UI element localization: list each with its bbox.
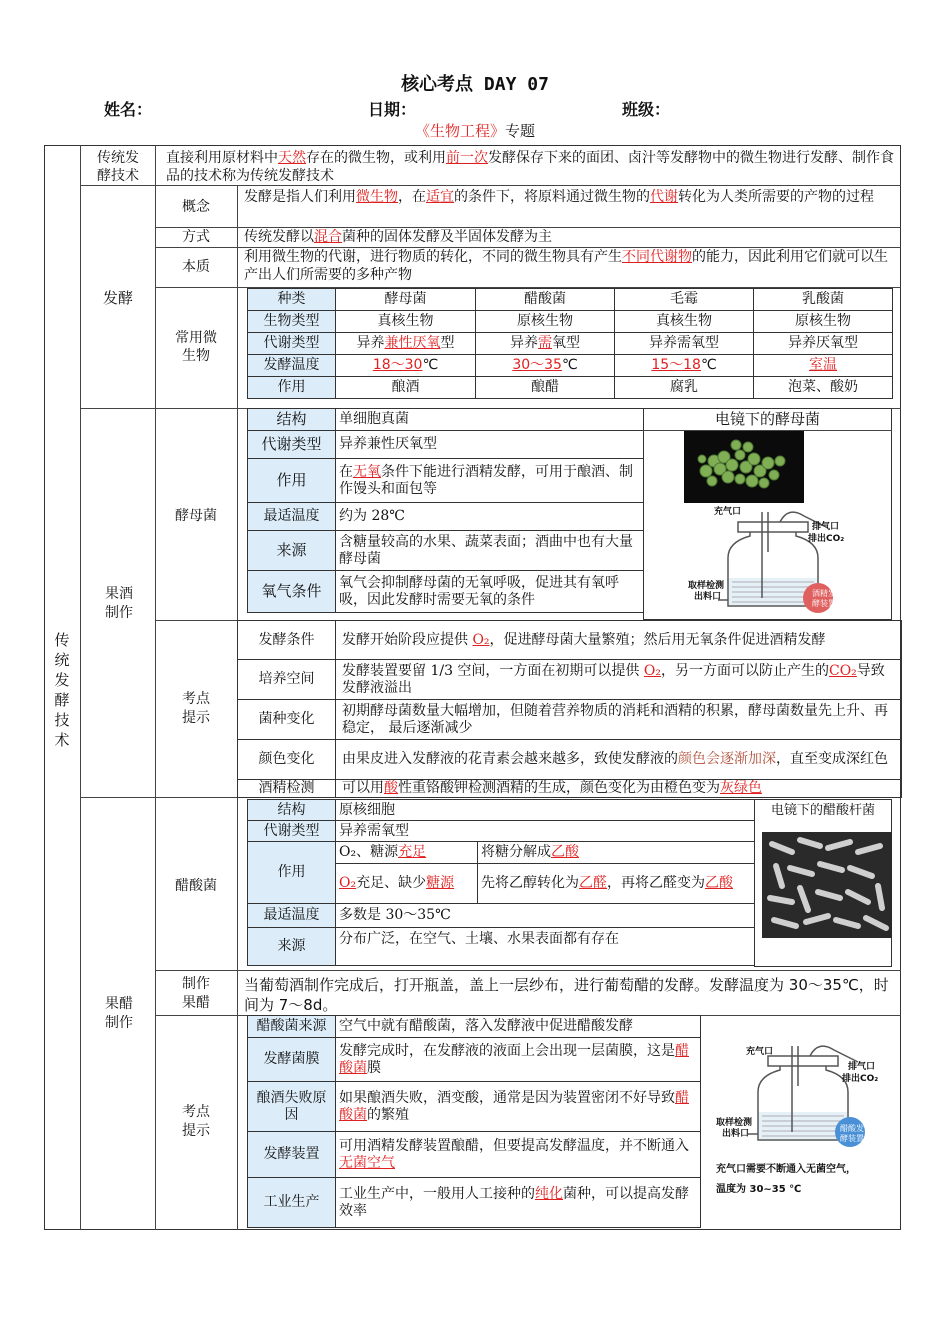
name-label: 姓名： xyxy=(104,100,153,119)
vinegar-tips-label: 考点 提示 xyxy=(182,1104,210,1139)
concept-label: 概念 xyxy=(182,199,210,215)
date-label: 日期： xyxy=(368,100,417,119)
method-text: 传统发酵以混合菌种的固体发酵及半固体发酵为主 xyxy=(244,229,552,245)
essence-label: 本质 xyxy=(182,259,210,275)
vinegar-make-label: 制作 果醋 xyxy=(182,976,210,1011)
vinegar-sample-label: 取样检测 出料口 xyxy=(716,1118,753,1139)
vinegar-inlet-label: 充气口 xyxy=(746,1047,774,1057)
yeast-outlet-label: 排气口 xyxy=(812,522,840,532)
vinegar-make-text: 当葡萄酒制作完成后，打开瓶盖，盖上一层纱布，进行葡萄醋的发酵。发酵温度为 30～35℃，时间为 7～8d。 xyxy=(244,976,889,1014)
vinegar-outlet-label: 排气口 xyxy=(848,1062,876,1072)
microbe-table: 种类 酵母菌 醋酸菌 毛霉 乳酸菌 生物类型 真核生物 原核生物 真核生物 原核生物 代谢类型 异养兼性厌氧型 异养需氧型 异养需氧型 异养厌氧型 发酵温度 18～30℃ 30～35℃ 15～18℃ 室温 作用 酿酒 酿醋 腐乳 泡菜、酸奶 xyxy=(247,288,893,399)
vinegar-label: 果醋 制作 xyxy=(105,996,133,1031)
acetic-label: 醋酸菌 xyxy=(175,878,217,894)
concept-text: 发酵是指人们利用微生物，在适宜的条件下，将原料通过微生物的代谢转化为人类所需要的产物的过程 xyxy=(244,189,874,205)
yeast-table: 结构 单细胞真菌 代谢类型 异养兼性厌氧型 作用 在无氧条件下能进行酒精发酵，可用于酿酒、制作馒头和面包等 最适温度 约为 28℃ 来源 含糖量较高的水果、蔬菜表面；酒曲中也有大量酵母菌 氧气条件 氧气会抑制酵母菌的无氧呼吸，促进其有氧呼吸，因此发酵时需要无氧的条件 xyxy=(247,408,644,613)
method-label: 方式 xyxy=(182,229,210,245)
acetic-micrograph-image xyxy=(762,832,892,938)
vinegar-badge-label: 醋酸发 酵装置 xyxy=(840,1124,864,1143)
intro-label: 传统发 酵技术 xyxy=(97,150,139,184)
main-section-label: 传 统 发 酵 技 术 xyxy=(54,631,70,749)
wine-tips-table: 发酵条件 发酵开始阶段应提供 O₂，促进酵母菌大量繁殖；然后用无氧条件促进酒精发酵 培养空间 发酵装置要留 1/3 空间，一方面在初期可以提供 O₂，另一方面可以防止产生的CO₂导致发酵液溢出 菌种变化 初期酵母菌数量大幅增加，但随着营养物质的消耗和酒精的积累，酵母菌数量先上升、再稳定， 最后逐渐减少 颜色变化 由果皮进入发酵液的花青素会越来越多，致使发酵液的颜色会逐渐加深，直至变成深红色 酒精检测 可以用酸性重铬酸钾检测酒精的生成，颜色变化为由橙色变为灰绿色 xyxy=(237,620,902,798)
vinegar-co2-label: 排出CO₂ xyxy=(842,1074,879,1084)
ferment-label: 发酵 xyxy=(102,289,133,307)
yeast-image-title: 电镜下的酵母菌 xyxy=(714,410,820,428)
acetic-image-title: 电镜下的醋酸杆菌 xyxy=(770,803,875,818)
wine-label: 果酒 制作 xyxy=(105,586,133,621)
yeast-label: 酵母菌 xyxy=(175,508,217,524)
yeast-micrograph-image xyxy=(684,431,804,503)
topic-subtitle: 《生物工程》专题 xyxy=(414,122,536,140)
vinegar-apparatus-note: 充气口需要不断通入无菌空气， 温度为 30~35 ℃ xyxy=(716,1164,856,1195)
yeast-badge-label: 酒精发 酵装置 xyxy=(812,589,836,608)
class-label: 班级： xyxy=(622,100,671,119)
page-title: 核心考点 DAY 07 xyxy=(401,74,549,95)
intro-text: 直接利用原材料中天然存在的微生物，或利用前一次发酵保存下来的面团、卤汁等发酵物中的微生物进行发酵、制作食品的技术称为传统发酵技术 xyxy=(166,150,894,184)
yeast-co2-label: 排出CO₂ xyxy=(808,534,845,544)
vinegar-tips-table: 醋酸菌来源 空气中就有醋酸菌，落入发酵液中促进醋酸发酵 发酵菌膜 发酵完成时，在发酵液的液面上会出现一层菌膜，这是醋酸菌膜 酿酒失败原因 如果酿酒失败，酒变酸，通常是因为装置密闭不好导致醋酸菌的繁殖 发酵装置 可用酒精发酵装置酿醋，但要提高发酵温度，并不断通入无菌空气 工业生产 工业生产中，一般用人工接种的纯化菌种，可以提高发酵效率 xyxy=(247,1015,701,1228)
table-header: 种类 xyxy=(248,289,336,311)
yeast-inlet-label: 充气口 xyxy=(714,507,742,517)
essence-text: 利用微生物的代谢，进行物质的转化，不同的微生物具有产生不同代谢物的能力，因此利用它们就可以生产出人们所需要的多种产物 xyxy=(244,249,888,283)
acetic-table: 结构 原核细胞 代谢类型 异养需氧型 作用 O₂、糖源充足 将糖分解成乙酸 O₂充足、缺少糖源 先将乙醇转化为乙醛，再将乙醛变为乙酸 最适温度 多数是 30～35℃ 来源 分布广泛，在空气、土壤、水果表面都有存在 xyxy=(247,799,755,966)
wine-tips-label: 考点 提示 xyxy=(182,691,210,726)
microbe-label: 常用微 生物 xyxy=(175,330,217,364)
yeast-sample-label: 取样检测 出料口 xyxy=(688,581,725,602)
